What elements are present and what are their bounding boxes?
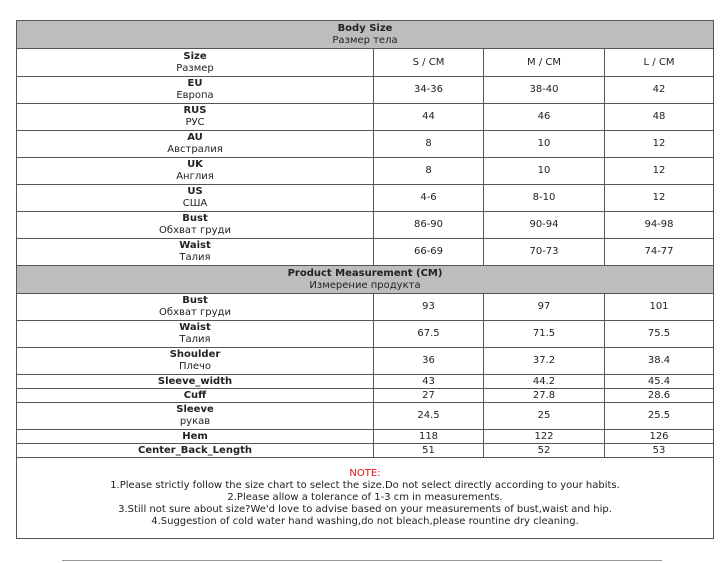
row-label-en: Cuff <box>183 389 207 401</box>
table-row <box>17 104 714 131</box>
table-row <box>17 239 714 266</box>
value-cell: 43 <box>374 375 484 389</box>
value-cell: 28.6 <box>605 389 714 403</box>
row-label <box>17 375 374 389</box>
row-label-en: AU <box>187 132 203 143</box>
size-header-row <box>17 49 714 77</box>
row-label-ru: Плечо <box>178 361 212 372</box>
value-cell: 8 <box>374 131 484 158</box>
row-label <box>17 294 374 321</box>
table-row <box>17 77 714 104</box>
body-size-title: Body Size <box>337 22 393 34</box>
table-row <box>17 389 714 403</box>
row-label-en: Waist <box>179 240 211 251</box>
row-label-ru: Талия <box>179 334 211 345</box>
value-cell: 46 <box>484 104 605 131</box>
value-cell: 66-69 <box>374 239 484 266</box>
row-label <box>17 389 374 403</box>
value-cell: 8-10 <box>484 185 605 212</box>
value-cell: 27.8 <box>484 389 605 403</box>
row-label-ru: Англия <box>176 171 214 182</box>
value-cell: 24.5 <box>374 403 484 430</box>
body-size-header <box>17 21 714 49</box>
table-row <box>17 131 714 158</box>
value-cell: 4-6 <box>374 185 484 212</box>
size-chart <box>16 20 713 539</box>
product-measurement-title: Product Measurement (CM) <box>287 267 443 279</box>
row-label <box>17 185 374 212</box>
value-cell: 70-73 <box>484 239 605 266</box>
table-row <box>17 430 714 444</box>
value-cell: 90-94 <box>484 212 605 239</box>
table-row <box>17 375 714 389</box>
product-measurement-header <box>17 266 714 294</box>
size-label-en: Size <box>183 50 207 62</box>
row-label-ru: Европа <box>176 90 214 101</box>
row-label-ru: США <box>182 198 208 209</box>
row-label-ru: Обхват груди <box>159 307 231 318</box>
value-cell: 101 <box>605 294 714 321</box>
body-size-subtitle: Размер тела <box>332 34 398 46</box>
value-cell: 45.4 <box>605 375 714 389</box>
value-cell: 74-77 <box>605 239 714 266</box>
row-label <box>17 321 374 348</box>
value-cell: 10 <box>484 158 605 185</box>
row-label-en: Bust <box>182 295 208 306</box>
row-label <box>17 403 374 430</box>
size-table <box>16 20 714 539</box>
row-label <box>17 239 374 266</box>
notes-row <box>17 458 714 539</box>
row-label-ru: РУС <box>185 117 205 128</box>
size-label-ru: Размер <box>176 62 214 74</box>
bottom-divider <box>62 560 662 561</box>
value-cell: 94-98 <box>605 212 714 239</box>
value-cell: 122 <box>484 430 605 444</box>
value-cell: 42 <box>605 77 714 104</box>
value-cell: 38-40 <box>484 77 605 104</box>
row-label <box>17 430 374 444</box>
value-cell: 12 <box>605 158 714 185</box>
table-row <box>17 212 714 239</box>
table-row <box>17 294 714 321</box>
note-line: 3.Still not sure about size?We'd love to advise based on your measurements of bust,waist and hip. <box>118 504 612 515</box>
value-cell: 25 <box>484 403 605 430</box>
value-cell: 34-36 <box>374 77 484 104</box>
table-row <box>17 444 714 458</box>
body-size-header-row <box>17 21 714 49</box>
note-line: 4.Suggestion of cold water hand washing,do not bleach,please rountine dry cleaning. <box>151 516 579 527</box>
size-column-l: L / CM <box>605 49 714 77</box>
row-label-en: EU <box>187 78 203 89</box>
row-label-en: US <box>187 186 203 197</box>
table-row <box>17 403 714 430</box>
row-label-en: Hem <box>182 430 208 442</box>
value-cell: 51 <box>374 444 484 458</box>
row-label-ru: Обхват груди <box>159 225 231 236</box>
row-label-en: UK <box>187 159 203 170</box>
table-row <box>17 158 714 185</box>
table-row <box>17 185 714 212</box>
table-row <box>17 348 714 375</box>
note-line: 2.Please allow a tolerance of 1-3 cm in measurements. <box>227 492 503 503</box>
row-label-en: Bust <box>182 213 208 224</box>
value-cell: 71.5 <box>484 321 605 348</box>
value-cell: 53 <box>605 444 714 458</box>
value-cell: 44 <box>374 104 484 131</box>
value-cell: 97 <box>484 294 605 321</box>
value-cell: 67.5 <box>374 321 484 348</box>
value-cell: 44.2 <box>484 375 605 389</box>
row-label <box>17 212 374 239</box>
row-label-ru: Талия <box>179 252 211 263</box>
table-row <box>17 321 714 348</box>
notes-cell <box>17 458 714 539</box>
value-cell: 36 <box>374 348 484 375</box>
row-label-en: Center_Back_Length <box>137 444 252 456</box>
size-column-s: S / CM <box>374 49 484 77</box>
value-cell: 38.4 <box>605 348 714 375</box>
value-cell: 10 <box>484 131 605 158</box>
row-label <box>17 77 374 104</box>
row-label-en: Sleeve_width <box>157 375 233 387</box>
row-label-en: Sleeve <box>176 404 214 415</box>
note-line: 1.Please strictly follow the size chart to select the size.Do not select directly according to your habits. <box>110 480 620 491</box>
value-cell: 25.5 <box>605 403 714 430</box>
row-label <box>17 131 374 158</box>
value-cell: 12 <box>605 131 714 158</box>
value-cell: 8 <box>374 158 484 185</box>
value-cell: 75.5 <box>605 321 714 348</box>
row-label-ru: рукав <box>179 416 211 427</box>
row-label <box>17 104 374 131</box>
value-cell: 126 <box>605 430 714 444</box>
product-measurement-subtitle: Измерение продукта <box>309 279 421 291</box>
value-cell: 52 <box>484 444 605 458</box>
value-cell: 12 <box>605 185 714 212</box>
value-cell: 27 <box>374 389 484 403</box>
value-cell: 93 <box>374 294 484 321</box>
value-cell: 86-90 <box>374 212 484 239</box>
product-measurement-header-row <box>17 266 714 294</box>
row-label-ru: Австралия <box>167 144 223 155</box>
row-label-en: Shoulder <box>169 349 221 360</box>
notes-title: NOTE: <box>349 468 381 479</box>
row-label <box>17 158 374 185</box>
size-column-m: M / CM <box>484 49 605 77</box>
row-label <box>17 444 374 458</box>
value-cell: 37.2 <box>484 348 605 375</box>
value-cell: 48 <box>605 104 714 131</box>
value-cell: 118 <box>374 430 484 444</box>
row-label <box>17 348 374 375</box>
row-label-en: RUS <box>183 105 207 116</box>
row-label-en: Waist <box>179 322 211 333</box>
size-label-cell <box>17 49 374 77</box>
